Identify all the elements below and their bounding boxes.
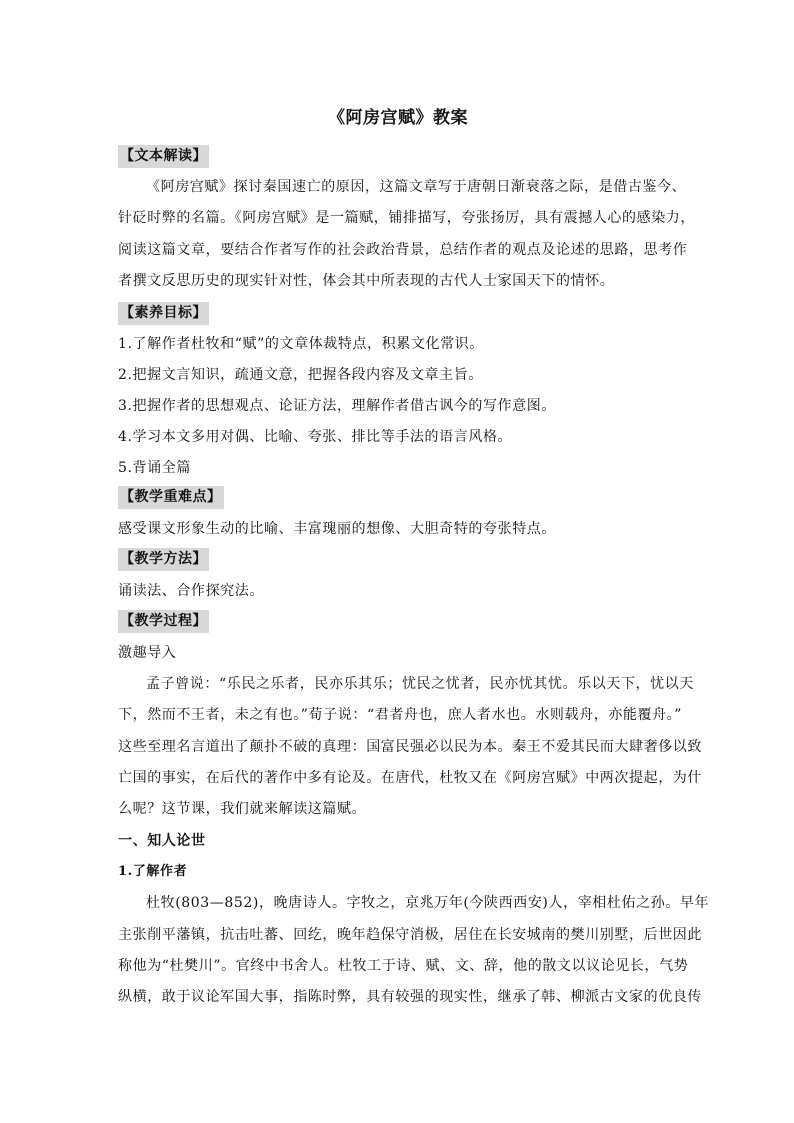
intro-line: 这些至理名言道出了颠扑不破的真理：国富民强必以民为本。秦王不爱其民而大肆奢侈以致 [118, 739, 702, 755]
method-text: 诵读法、合作探究法。 [118, 583, 264, 599]
author-line: 纵横，敢于议论军国大事，指陈时弊，具有较强的现实性，继承了韩、柳派古文家的优良传 [118, 989, 702, 1005]
section-heading-process: 【教学过程】 [118, 610, 209, 633]
intro-line: 亡国的事实，在后代的著作中多有论及。在唐代，杜牧又在《阿房宫赋》中两次提起，为什 [118, 770, 702, 786]
part1-subheading: 1.了解作者 [118, 864, 188, 879]
intro-line: 孟子曾说：“乐民之乐者，民亦乐其乐；忧民之忧者，民亦忧其忧。乐以天下，忧以天 [146, 676, 694, 692]
reading-line: 阅读这篇文章，要结合作者写作的社会政治背景，总结作者的观点及论述的思路，思考作 [118, 242, 688, 258]
author-line: 杜牧(803—852)，晚唐诗人。字牧之，京兆万年(今陕西西安)人，宰相杜佑之孙。早年 [146, 895, 710, 911]
author-line: 主张削平藩镇，抗击吐蕃、回纥，晚年趋保守消极，居住在长安城南的樊川别墅，后世因此 [118, 927, 702, 943]
difficulty-text: 感受课文形象生动的比喻、丰富瑰丽的想像、大胆奇特的夸张特点。 [118, 521, 556, 537]
goal-item: 2.把握文言知识，疏通文意，把握各段内容及文章主旨。 [118, 367, 483, 383]
reading-line: 针砭时弊的名篇。《阿房宫赋》是一篇赋，铺排描写，夸张扬厉，具有震撼人心的感染力， [118, 210, 695, 226]
section-heading-difficulty: 【教学重难点】 [118, 486, 224, 509]
intro-line: 下，然而不王者，未之有也。”荀子说：“君者舟也，庶人者水也。水则载舟，亦能覆舟。” [118, 707, 683, 723]
author-line: 称他为“杜樊川”。官终中书舍人。杜牧工于诗、赋、文、辞，他的散文以议论见长，气势 [118, 958, 689, 974]
goal-item: 3.把握作者的思想观点、论证方法，理解作者借古讽今的写作意图。 [118, 398, 556, 414]
reading-line: 《阿房宫赋》探讨秦国速亡的原因，这篇文章写于唐朝日渐衰落之际，是借古鉴今、 [146, 179, 687, 195]
intro-line: 么呢？这节课，我们就来解读这篇赋。 [118, 801, 367, 817]
page-title: 《阿房宫赋》教案 [328, 108, 468, 128]
goal-item: 4.学习本文多用对偶、比喻、夸张、排比等手法的语言风格。 [118, 429, 513, 445]
reading-line: 者撰文反思历史的现实针对性，体会其中所表现的古代人士家国天下的情怀。 [118, 273, 615, 289]
goal-item: 5.背诵全篇 [118, 460, 191, 476]
section-heading-goals: 【素养目标】 [118, 302, 209, 325]
goal-item: 1.了解作者杜牧和“赋”的文章体裁特点，积累文化常识。 [118, 336, 484, 352]
part1-heading: 一、知人论世 [118, 833, 206, 849]
intro-label: 激趣导入 [118, 645, 177, 661]
section-heading-method: 【教学方法】 [118, 548, 209, 571]
section-heading-reading: 【文本解读】 [118, 145, 209, 168]
